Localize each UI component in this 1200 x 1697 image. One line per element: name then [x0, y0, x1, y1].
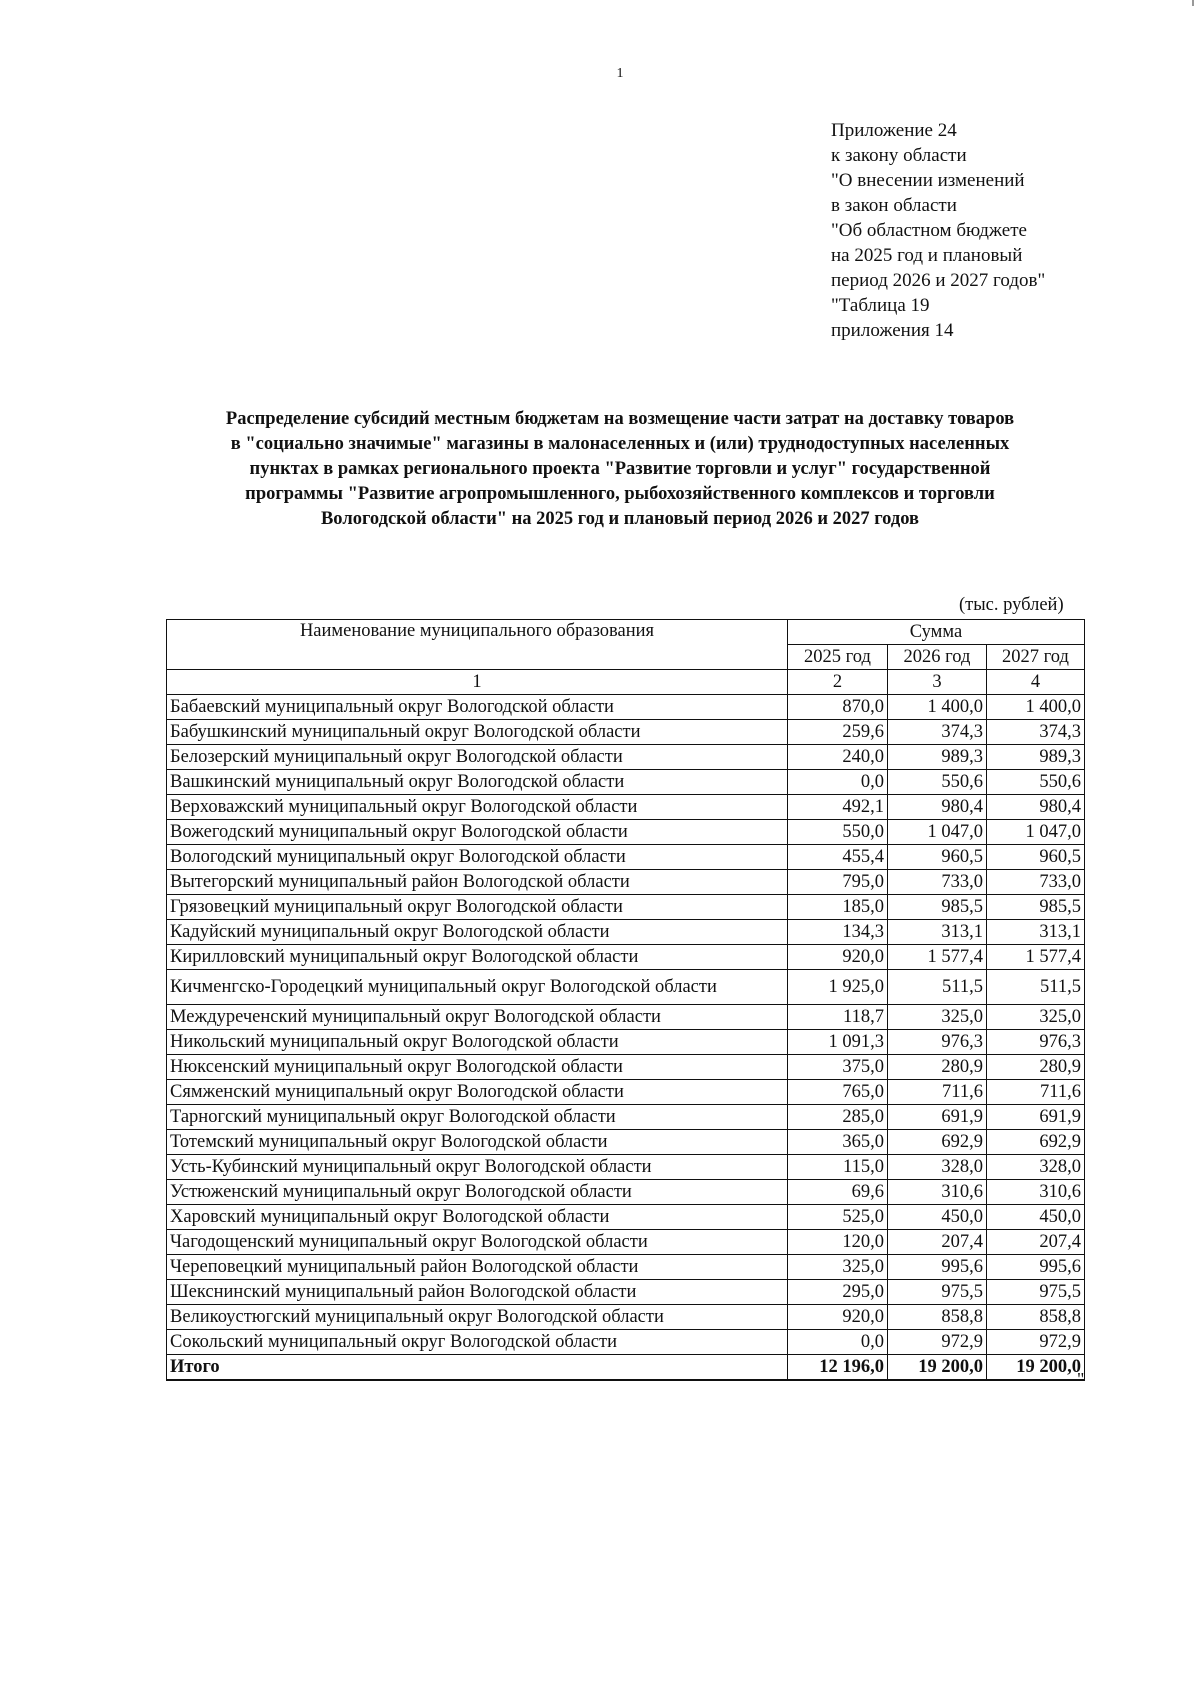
- value-2027: 325,0: [987, 1005, 1085, 1030]
- value-2027: 995,6: [987, 1255, 1085, 1280]
- value-2026: 1 400,0: [888, 695, 987, 720]
- value-2025: 920,0: [788, 945, 888, 970]
- table-row: [167, 1055, 1085, 1080]
- municipality-name: Грязовецкий муниципальный округ Вологодской области: [167, 895, 788, 920]
- table-row: [167, 1305, 1085, 1330]
- value-2026: 511,5: [888, 970, 987, 1005]
- municipality-name: Усть-Кубинский муниципальный округ Вологодской области: [167, 1155, 788, 1180]
- value-2027: 1 047,0: [987, 820, 1085, 845]
- value-2025: 0,0: [788, 770, 888, 795]
- value-2025: 365,0: [788, 1130, 888, 1155]
- table-row: [167, 895, 1085, 920]
- total-2026: 19 200,0: [888, 1355, 987, 1381]
- value-2025: 870,0: [788, 695, 888, 720]
- table-row: [167, 695, 1085, 720]
- table-row: [167, 1180, 1085, 1205]
- value-2025: 240,0: [788, 745, 888, 770]
- value-2027: 691,9: [987, 1105, 1085, 1130]
- value-2027: 960,5: [987, 845, 1085, 870]
- appendix-line: к закону области: [831, 145, 967, 166]
- value-2025: 69,6: [788, 1180, 888, 1205]
- value-2027: 989,3: [987, 745, 1085, 770]
- value-2025: 765,0: [788, 1080, 888, 1105]
- value-2027: 711,6: [987, 1080, 1085, 1105]
- table-row: [167, 1105, 1085, 1130]
- value-2025: 295,0: [788, 1280, 888, 1305]
- value-2027: 207,4: [987, 1230, 1085, 1255]
- value-2025: 1 925,0: [788, 970, 888, 1005]
- value-2026: 985,5: [888, 895, 987, 920]
- value-2027: 985,5: [987, 895, 1085, 920]
- value-2027: 1 400,0: [987, 695, 1085, 720]
- appendix-line: "Таблица 19: [831, 295, 930, 316]
- value-2025: 120,0: [788, 1230, 888, 1255]
- table-row: [167, 1205, 1085, 1230]
- title-line: пунктах в рамках регионального проекта "Развитие торговли и услуг" государственной: [249, 459, 991, 479]
- appendix-line: "Об областном бюджете: [831, 220, 1027, 241]
- municipality-name: Череповецкий муниципальный район Вологодской области: [167, 1255, 788, 1280]
- value-2026: 328,0: [888, 1155, 987, 1180]
- closing-quote: ": [1077, 1369, 1085, 1389]
- value-2027: 313,1: [987, 920, 1085, 945]
- value-2026: 711,6: [888, 1080, 987, 1105]
- table-row: [167, 1155, 1085, 1180]
- table-row: [167, 845, 1085, 870]
- header-name: Наименование муниципального образования: [167, 620, 788, 670]
- municipality-name: Устюженский муниципальный округ Вологодской области: [167, 1180, 788, 1205]
- municipality-name: Бабушкинский муниципальный округ Вологодской области: [167, 720, 788, 745]
- value-2027: 280,9: [987, 1055, 1085, 1080]
- appendix-header: [831, 118, 1045, 343]
- value-2027: 733,0: [987, 870, 1085, 895]
- value-2026: 976,3: [888, 1030, 987, 1055]
- value-2027: 972,9: [987, 1330, 1085, 1355]
- municipality-name: Междуреченский муниципальный округ Вологодской области: [167, 1005, 788, 1030]
- value-2026: 980,4: [888, 795, 987, 820]
- value-2026: 1 577,4: [888, 945, 987, 970]
- value-2025: 325,0: [788, 1255, 888, 1280]
- value-2026: 733,0: [888, 870, 987, 895]
- value-2027: 374,3: [987, 720, 1085, 745]
- value-2027: 310,6: [987, 1180, 1085, 1205]
- municipality-name: Кадуйский муниципальный округ Вологодской области: [167, 920, 788, 945]
- header-row: [167, 620, 1085, 645]
- document-title: [170, 407, 1070, 532]
- municipality-name: Бабаевский муниципальный округ Вологодской области: [167, 695, 788, 720]
- value-2026: 325,0: [888, 1005, 987, 1030]
- header-year: 2027 год: [987, 645, 1085, 670]
- table-row: [167, 720, 1085, 745]
- value-2025: 1 091,3: [788, 1030, 888, 1055]
- appendix-line: на 2025 год и плановый: [831, 245, 1023, 266]
- table-row: [167, 1080, 1085, 1105]
- value-2025: 375,0: [788, 1055, 888, 1080]
- value-2026: 960,5: [888, 845, 987, 870]
- value-2027: 1 577,4: [987, 945, 1085, 970]
- total-2027: 19 200,0: [987, 1355, 1085, 1381]
- table-row: [167, 745, 1085, 770]
- value-2025: 0,0: [788, 1330, 888, 1355]
- value-2027: 976,3: [987, 1030, 1085, 1055]
- value-2025: 259,6: [788, 720, 888, 745]
- value-2025: 492,1: [788, 795, 888, 820]
- value-2026: 310,6: [888, 1180, 987, 1205]
- municipality-name: Тотемский муниципальный округ Вологодской области: [167, 1130, 788, 1155]
- municipality-name: Шекснинский муниципальный район Вологодской области: [167, 1280, 788, 1305]
- value-2026: 550,6: [888, 770, 987, 795]
- unit-label: (тыс. рублей): [959, 595, 1064, 615]
- municipality-name: Чагодощенский муниципальный округ Вологодской области: [167, 1230, 788, 1255]
- value-2026: 692,9: [888, 1130, 987, 1155]
- table-row: [167, 1280, 1085, 1305]
- value-2026: 972,9: [888, 1330, 987, 1355]
- column-number: 4: [987, 670, 1085, 695]
- page-number: 1: [616, 66, 624, 81]
- total-2025: 12 196,0: [788, 1355, 888, 1381]
- title-line: в "социально значимые" магазины в малонаселенных и (или) труднодоступных населенных: [230, 434, 1010, 454]
- value-2027: 692,9: [987, 1130, 1085, 1155]
- table-row: [167, 795, 1085, 820]
- total-label: Итого: [167, 1355, 788, 1381]
- header-sum: Сумма: [788, 620, 1085, 645]
- municipality-name: Великоустюгский муниципальный округ Вологодской области: [167, 1305, 788, 1330]
- value-2026: 280,9: [888, 1055, 987, 1080]
- appendix-line: приложения 14: [831, 320, 954, 341]
- value-2026: 858,8: [888, 1305, 987, 1330]
- value-2026: 691,9: [888, 1105, 987, 1130]
- appendix-line: в закон области: [831, 195, 957, 216]
- table-row: [167, 920, 1085, 945]
- value-2026: 207,4: [888, 1230, 987, 1255]
- table-row: [167, 1030, 1085, 1055]
- value-2025: 920,0: [788, 1305, 888, 1330]
- value-2026: 989,3: [888, 745, 987, 770]
- value-2026: 374,3: [888, 720, 987, 745]
- municipality-name: Вытегорский муниципальный район Вологодской области: [167, 870, 788, 895]
- municipality-name: Верховажский муниципальный округ Вологодской области: [167, 795, 788, 820]
- value-2027: 450,0: [987, 1205, 1085, 1230]
- value-2026: 1 047,0: [888, 820, 987, 845]
- value-2027: 980,4: [987, 795, 1085, 820]
- municipality-name: Тарногский муниципальный округ Вологодской области: [167, 1105, 788, 1130]
- municipality-name: Вологодский муниципальный округ Вологодской области: [167, 845, 788, 870]
- column-number: 2: [788, 670, 888, 695]
- table-row: [167, 770, 1085, 795]
- value-2025: 455,4: [788, 845, 888, 870]
- header-year: 2025 год: [788, 645, 888, 670]
- value-2025: 185,0: [788, 895, 888, 920]
- scan-edge-mark: [1192, 0, 1194, 6]
- table-row: [167, 1230, 1085, 1255]
- table-row: [167, 870, 1085, 895]
- title-line: Распределение субсидий местным бюджетам на возмещение части затрат на доставку товаров: [225, 409, 1015, 429]
- value-2027: 858,8: [987, 1305, 1085, 1330]
- value-2026: 975,5: [888, 1280, 987, 1305]
- column-number: 3: [888, 670, 987, 695]
- municipality-name: Нюксенский муниципальный округ Вологодской области: [167, 1055, 788, 1080]
- municipality-name: Харовский муниципальный округ Вологодской области: [167, 1205, 788, 1230]
- municipality-name: Белозерский муниципальный округ Вологодской области: [167, 745, 788, 770]
- value-2027: 511,5: [987, 970, 1085, 1005]
- value-2025: 795,0: [788, 870, 888, 895]
- header-year: 2026 год: [888, 645, 987, 670]
- table-row: [167, 945, 1085, 970]
- column-numbers-row: [167, 670, 1085, 695]
- title-line: программы "Развитие агропромышленного, рыбохозяйственного комплексов и торговли: [245, 484, 995, 504]
- table-row: [167, 1330, 1085, 1355]
- value-2025: 550,0: [788, 820, 888, 845]
- municipality-name: Сямженский муниципальный округ Вологодской области: [167, 1080, 788, 1105]
- appendix-line: период 2026 и 2027 годов": [831, 270, 1046, 291]
- column-number: 1: [167, 670, 788, 695]
- table-row: [167, 1255, 1085, 1280]
- value-2025: 134,3: [788, 920, 888, 945]
- table-row: [167, 1005, 1085, 1030]
- value-2025: 285,0: [788, 1105, 888, 1130]
- value-2027: 975,5: [987, 1280, 1085, 1305]
- table-row: [167, 1130, 1085, 1155]
- table-row: [167, 970, 1085, 1005]
- title-line: Вологодской области" на 2025 год и плановый период 2026 и 2027 годов: [320, 509, 920, 529]
- value-2026: 450,0: [888, 1205, 987, 1230]
- municipality-name: Никольский муниципальный округ Вологодской области: [167, 1030, 788, 1055]
- value-2026: 313,1: [888, 920, 987, 945]
- subsidy-table: [166, 619, 1085, 1381]
- value-2027: 550,6: [987, 770, 1085, 795]
- municipality-name: Сокольский муниципальный округ Вологодской области: [167, 1330, 788, 1355]
- value-2025: 118,7: [788, 1005, 888, 1030]
- municipality-name: Вашкинский муниципальный округ Вологодской области: [167, 770, 788, 795]
- total-row: [167, 1355, 1085, 1381]
- value-2025: 525,0: [788, 1205, 888, 1230]
- value-2026: 995,6: [888, 1255, 987, 1280]
- value-2025: 115,0: [788, 1155, 888, 1180]
- appendix-line: "О внесении изменений: [831, 170, 1025, 191]
- municipality-name: Кирилловский муниципальный округ Вологодской области: [167, 945, 788, 970]
- municipality-name: Кичменгско-Городецкий муниципальный округ Вологодской области: [167, 970, 788, 1005]
- table-row: [167, 820, 1085, 845]
- appendix-line: Приложение 24: [831, 120, 957, 141]
- municipality-name: Вожегодский муниципальный округ Вологодской области: [167, 820, 788, 845]
- value-2027: 328,0: [987, 1155, 1085, 1180]
